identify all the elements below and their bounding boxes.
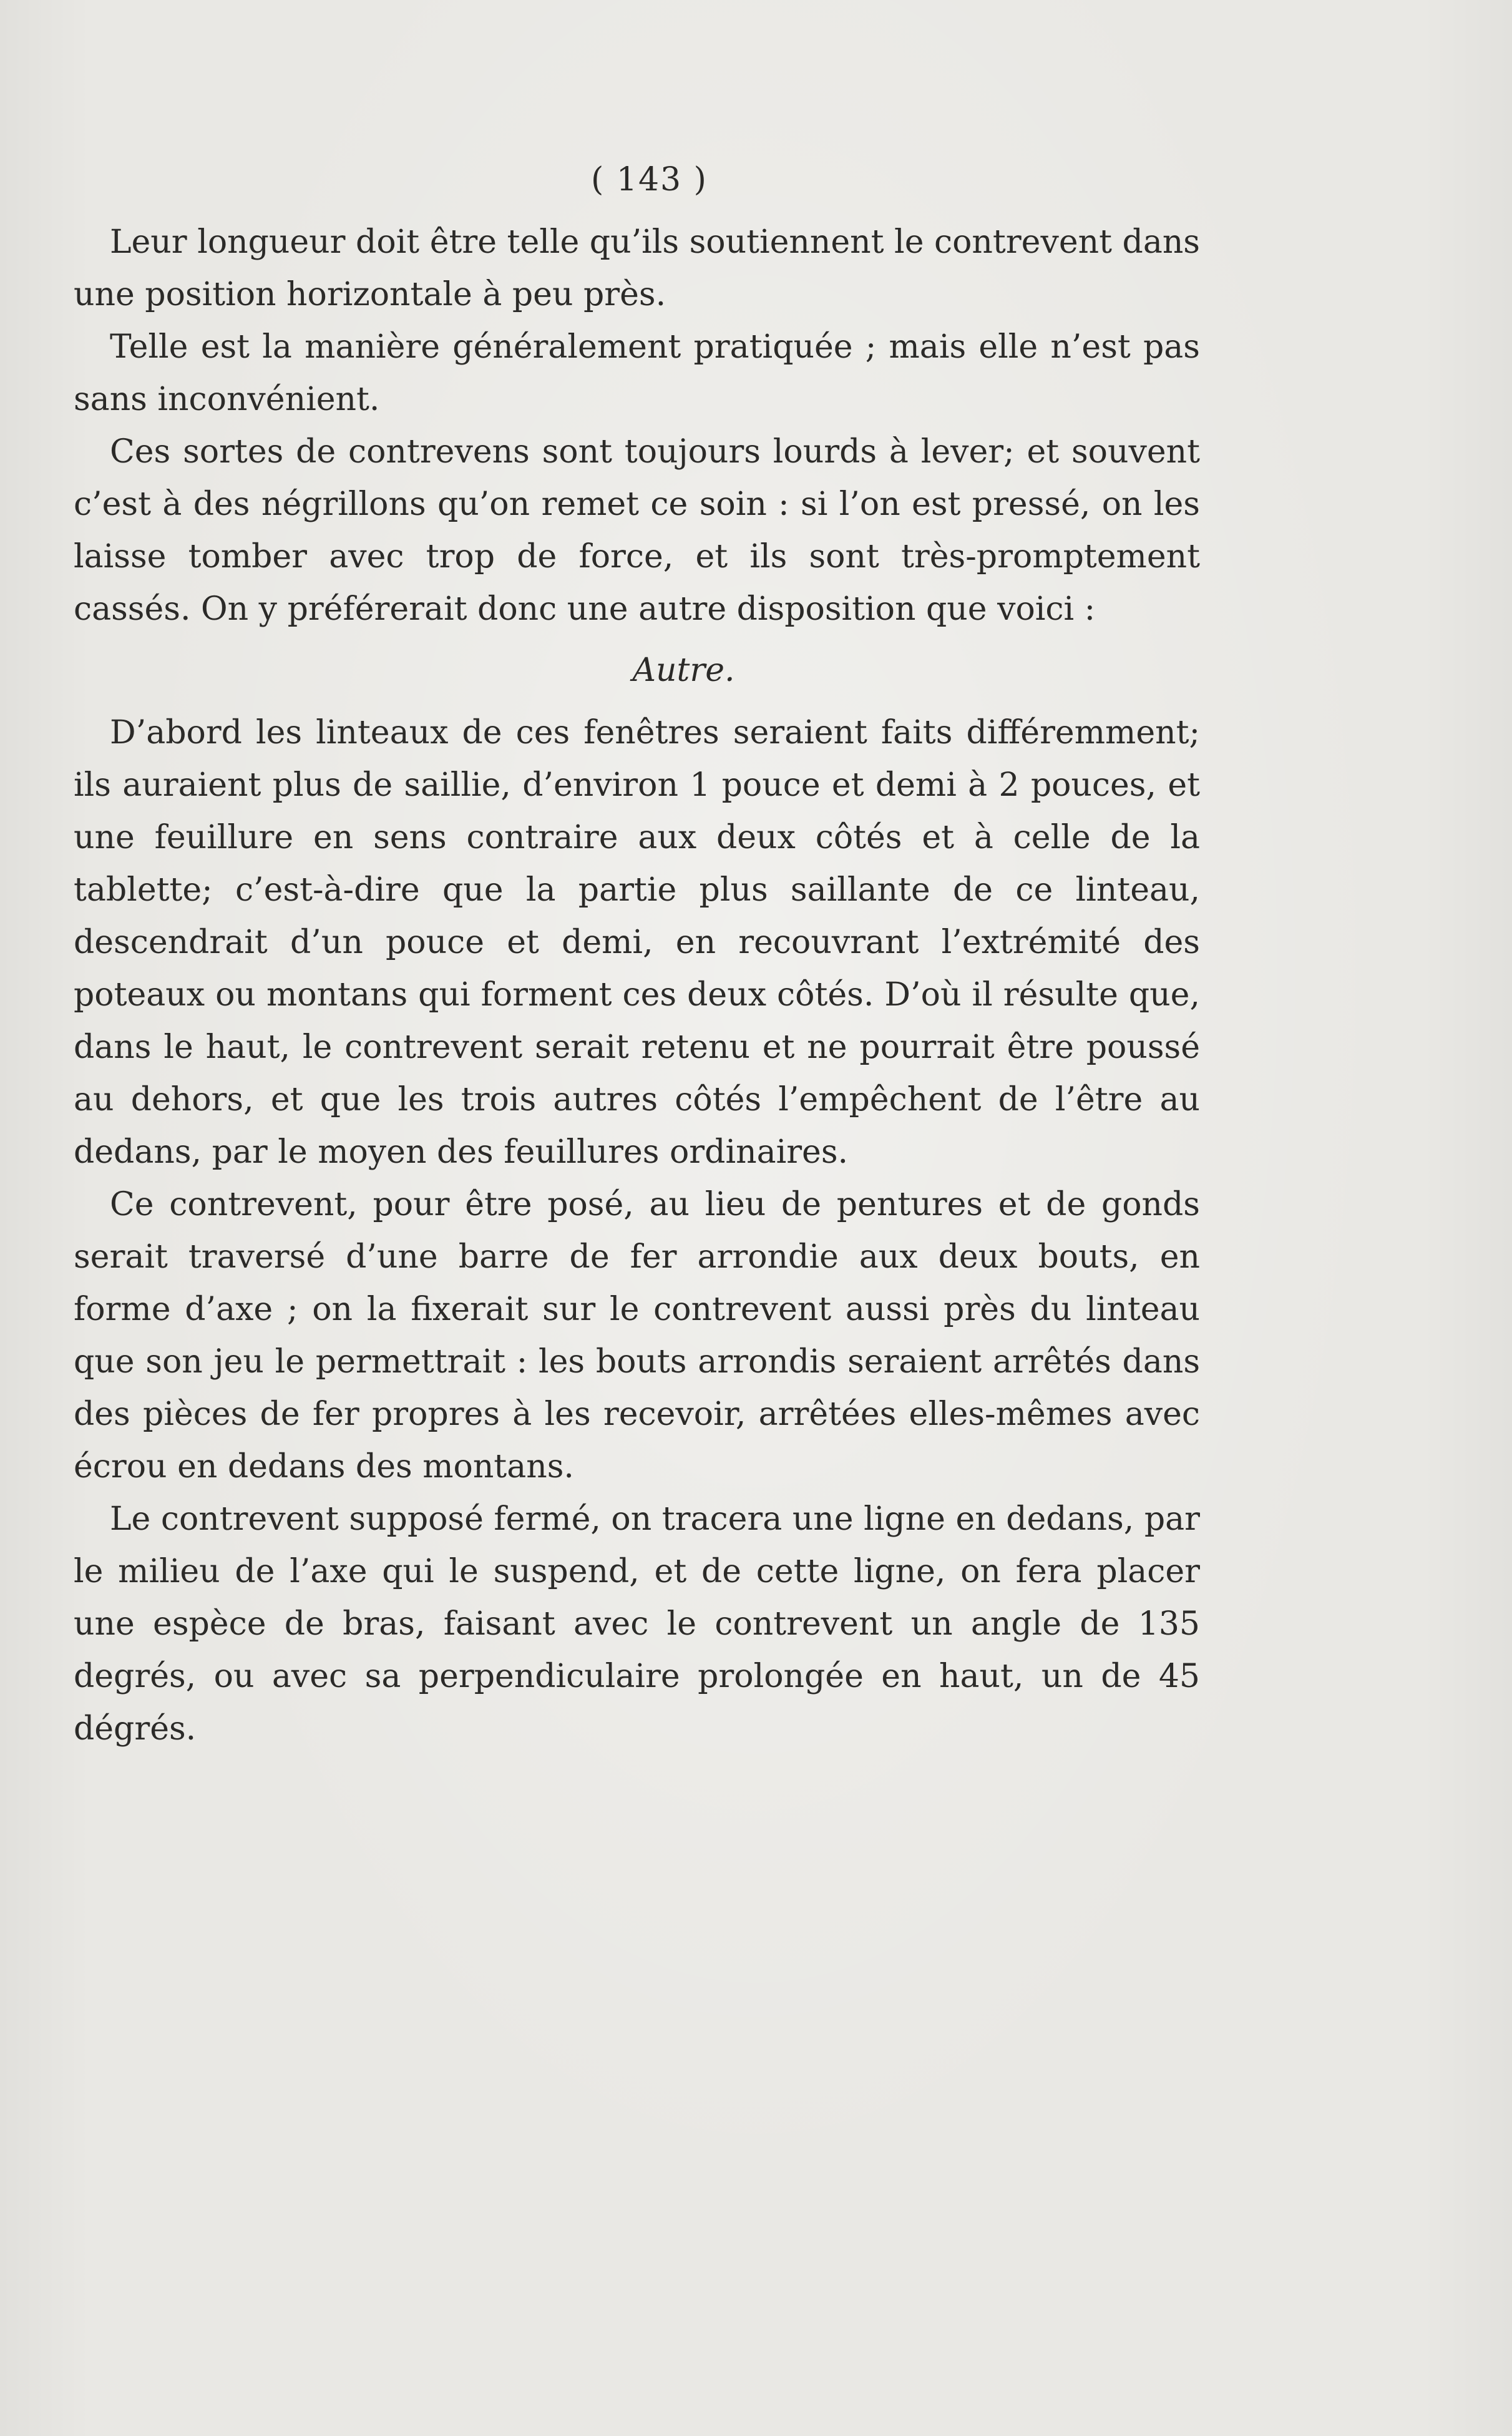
paragraph: D’abord les linteaux de ces fenêtres seraient faits différemment; ils auraient plus de saillie, d’environ 1 pouce et demi à 2 pouces, et une feuillure en sens contraire aux deux côtés et à celle de la tablette; c’est-à-dire que la partie plus saillante de ce linteau, descendrait d’un pouce et demi, en recouvrant l’extrémité des poteaux ou montans qui forment ces deux côtés. D’où il résulte que, dans le haut, le contrevent serait retenu et ne pourrait être poussé au dehors, et que les trois autres côtés l’empêchent de l’être au dedans, par le moyen des feuillures ordinaires. <box>74 714 1200 1171</box>
paragraph: Ces sortes de contrevens sont toujours lourds à lever; et souvent c’est à des négrillons qu’on remet ce soin : si l’on est pressé, on les laisse tomber avec trop de force, et ils sont très-promptement cassés. On y préférerait donc une autre disposition que voici : <box>74 433 1200 628</box>
page-number: ( 143 ) <box>591 161 708 198</box>
paragraph: Le contrevent supposé fermé, on tracera une ligne en dedans, par le milieu de l’axe qui le suspend, et de cette ligne, on fera placer une espèce de bras, faisant avec le contrevent un angle de 135 degrés, ou avec sa perpendiculaire prolongée en haut, un de 45 dégrés. <box>74 1500 1200 1748</box>
paragraph: Leur longueur doit être telle qu’ils soutiennent le contrevent dans une position horizontale à peu près. <box>74 223 1200 313</box>
page-text <box>74 161 1200 1755</box>
paragraph: Telle est la manière généralement pratiquée ; mais elle n’est pas sans inconvénient. <box>74 328 1200 418</box>
paragraph: Ce contrevent, pour être posé, au lieu de pentures et de gonds serait traversé d’une barre de fer arrondie aux deux bouts, en forme d’axe ; on la fixerait sur le contrevent aussi près du linteau que son jeu le permettrait : les bouts arrondis seraient arrêtés dans des pièces de fer propres à les recevoir, arrêtées elles-mêmes avec écrou en dedans des montans. <box>74 1186 1200 1485</box>
section-heading: Autre. <box>632 652 735 689</box>
